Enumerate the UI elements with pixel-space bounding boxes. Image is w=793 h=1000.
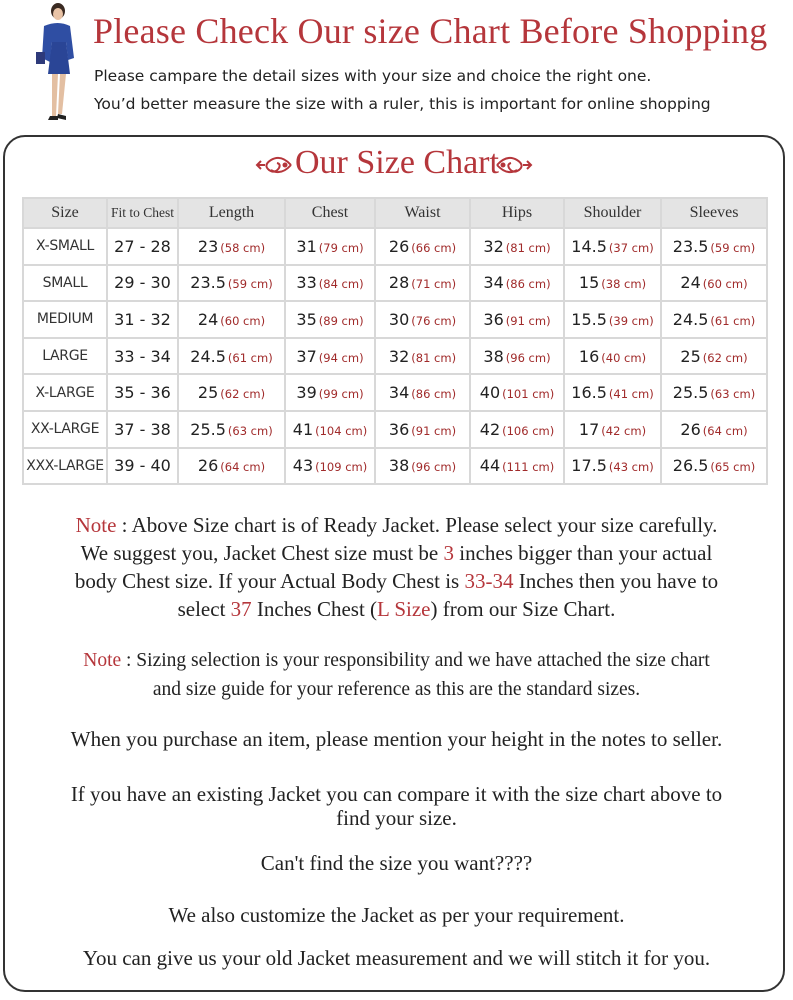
cell-size: XX-LARGE [23,411,107,448]
customize-text: We also customize the Jacket as per your requirement. [168,903,625,927]
cell-length: 26 (64 cm) [178,448,285,485]
col-header-sleeves: Sleeves [661,198,767,228]
cell-chest: 41 (104 cm) [285,411,375,448]
old-measurement-text: You can give us your old Jacket measurement and we will stitch it for you. [82,946,711,970]
col-header-hips: Hips [470,198,564,228]
table-row [23,301,767,338]
cell-size: LARGE [23,338,107,375]
right-ornament-icon [495,152,533,178]
cell-waist: 26 (66 cm) [375,228,470,265]
cell-shoulder: 16.5 (41 cm) [564,374,661,411]
cell-shoulder: 17.5 (43 cm) [564,448,661,485]
cell-shoulder: 14.5 (37 cm) [564,228,661,265]
cell-size: X-SMALL [23,228,107,265]
cell-fit-to-chest: 27 - 28 [107,228,178,265]
table-row [23,265,767,302]
cell-hips: 42 (106 cm) [470,411,564,448]
cell-hips: 32 (81 cm) [470,228,564,265]
cell-length: 23 (58 cm) [178,228,285,265]
table-header-row [23,198,767,228]
cell-waist: 38 (96 cm) [375,448,470,485]
header-title: Please Check Our size Chart Before Shopping [93,11,768,51]
cell-sleeves: 26 (64 cm) [661,411,767,448]
cell-sleeves: 23.5 (59 cm) [661,228,767,265]
left-ornament-icon [255,152,293,178]
chart-title-block [255,144,535,188]
cell-fit-to-chest: 39 - 40 [107,448,178,485]
cell-size: MEDIUM [23,301,107,338]
col-header-shoulder: Shoulder [564,198,661,228]
cell-length: 24 (60 cm) [178,301,285,338]
cell-hips: 44 (111 cm) [470,448,564,485]
col-header-length: Length [178,198,285,228]
cell-waist: 36 (91 cm) [375,411,470,448]
chart-title: Our Size Chart [295,144,499,181]
existing-jacket-line2: find your size. [336,806,457,830]
cell-sleeves: 25 (62 cm) [661,338,767,375]
cell-chest: 37 (94 cm) [285,338,375,375]
cell-shoulder: 17 (42 cm) [564,411,661,448]
col-header-fit-to-chest: Fit to Chest [107,198,178,228]
cell-shoulder: 16 (40 cm) [564,338,661,375]
table-row [23,338,767,375]
cell-length: 25 (62 cm) [178,374,285,411]
cell-hips: 38 (96 cm) [470,338,564,375]
cell-length: 25.5 (63 cm) [178,411,285,448]
note-label: Note [75,513,117,537]
cell-size: XXX-LARGE [23,448,107,485]
cell-sleeves: 24 (60 cm) [661,265,767,302]
cell-chest: 35 (89 cm) [285,301,375,338]
header-subtitle-compare: Please campare the detail sizes with your size and choice the right one. [94,67,652,85]
note-ready-jacket-line2: We suggest you, Jacket Chest size must be 3 inches bigger than your actual [80,541,713,565]
cell-fit-to-chest: 29 - 30 [107,265,178,302]
table-row [23,374,767,411]
cell-sleeves: 26.5 (65 cm) [661,448,767,485]
note-ready-jacket-line1: Note : Above Size chart is of Ready Jacket. Please select your size carefully. [75,513,718,537]
cell-chest: 43 (109 cm) [285,448,375,485]
note-label: Note [83,650,122,671]
cell-fit-to-chest: 31 - 32 [107,301,178,338]
cell-fit-to-chest: 33 - 34 [107,338,178,375]
woman-in-suit-illustration [22,2,84,130]
cell-sleeves: 24.5 (61 cm) [661,301,767,338]
cell-waist: 30 (76 cm) [375,301,470,338]
header [0,0,793,135]
cell-hips: 40 (101 cm) [470,374,564,411]
size-table [22,197,768,485]
table-row [23,448,767,485]
height-instruction: When you purchase an item, please mention your height in the notes to seller. [70,727,723,751]
cell-shoulder: 15.5 (39 cm) [564,301,661,338]
cell-hips: 36 (91 cm) [470,301,564,338]
cell-length: 23.5 (59 cm) [178,265,285,302]
cell-fit-to-chest: 37 - 38 [107,411,178,448]
table-row [23,228,767,265]
cell-length: 24.5 (61 cm) [178,338,285,375]
note-ready-jacket-line3: body Chest size. If your Actual Body Chest is 33-34 Inches then you have to [74,569,719,593]
cell-hips: 34 (86 cm) [470,265,564,302]
cant-find-size: Can't find the size you want???? [260,851,533,875]
col-header-chest: Chest [285,198,375,228]
existing-jacket-line1: If you have an existing Jacket you can compare it with the size chart above to [70,782,723,806]
table-row [23,411,767,448]
cell-chest: 33 (84 cm) [285,265,375,302]
cell-size: X-LARGE [23,374,107,411]
cell-chest: 31 (79 cm) [285,228,375,265]
cell-waist: 34 (86 cm) [375,374,470,411]
cell-waist: 28 (71 cm) [375,265,470,302]
note-sizing-line2: and size guide for your reference as this are the standard sizes. [152,679,641,700]
cell-size: SMALL [23,265,107,302]
cell-sleeves: 25.5 (63 cm) [661,374,767,411]
cell-chest: 39 (99 cm) [285,374,375,411]
cell-waist: 32 (81 cm) [375,338,470,375]
note-ready-jacket-line4: select 37 Inches Chest (L Size) from our Size Chart. [177,597,616,621]
note-sizing-line1: Note : Sizing selection is your responsibility and we have attached the size chart [83,650,710,671]
cell-fit-to-chest: 35 - 36 [107,374,178,411]
cell-shoulder: 15 (38 cm) [564,265,661,302]
col-header-size: Size [23,198,107,228]
header-subtitle-measure: You’d better measure the size with a ruler, this is important for online shopping [94,95,711,113]
col-header-waist: Waist [375,198,470,228]
